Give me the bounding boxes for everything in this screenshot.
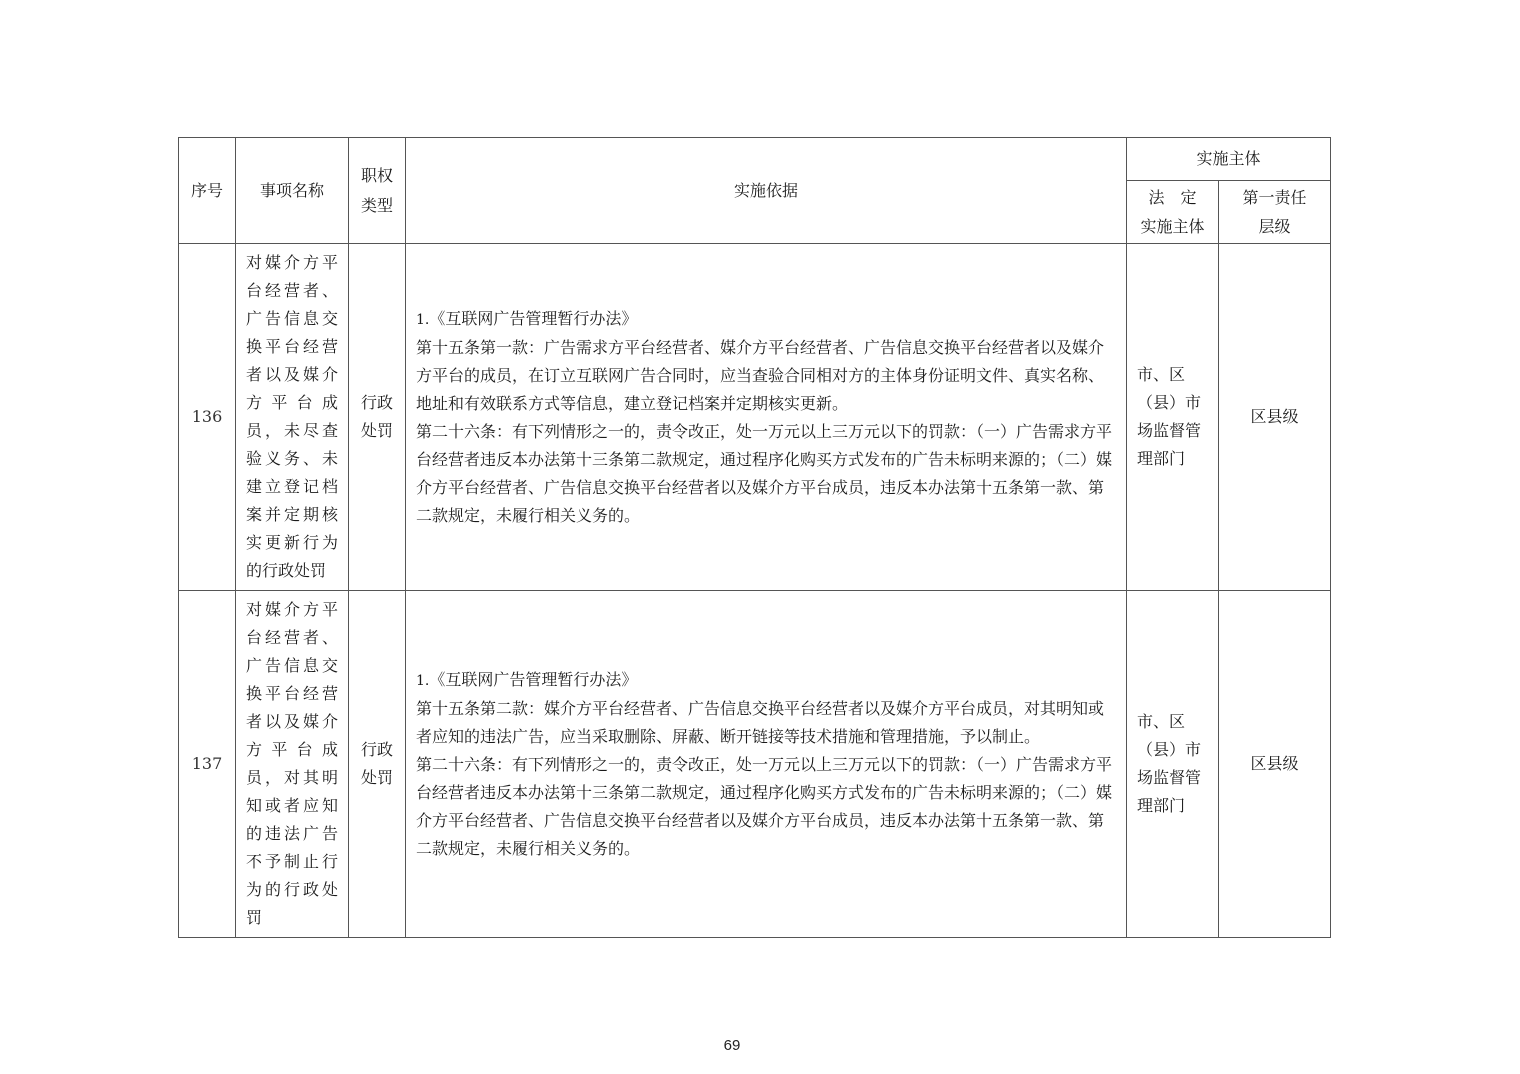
row-type (349, 591, 406, 938)
row-type-line1: 行政 (360, 393, 393, 412)
row-basis-article-2: 第二十六条：有下列情形之一的，责令改正，处一万元以上三万元以下的罚款：（一）广告需求方平台经营者违反本办法第十三条第二款规定，通过程序化购买方式发布的广告未标明来源的；（二）媒介方平台经营者、广告信息交换平台经营者以及媒介方平台成员，违反本办法第十五条第一款、第二款规定，未履行相关义务的。 (416, 754, 1113, 858)
row-law-title (416, 666, 1116, 695)
header-legal-subject (1127, 181, 1219, 244)
row-no: 137 (179, 591, 236, 938)
row-item-name: 对媒介方平台经营者、广告信息交换平台经营者以及媒介方平台成员，对其明知或者应知的违法广告不予制止行为的行政处罚 (236, 591, 349, 938)
row-basis (406, 244, 1127, 591)
table-row (179, 244, 1331, 591)
row-level: 区县级 (1219, 244, 1331, 591)
header-level-line1: 第一责任 (1242, 188, 1307, 207)
row-basis (406, 591, 1127, 938)
row-no: 136 (179, 244, 236, 591)
row-type-line2: 处罚 (360, 768, 393, 787)
header-legal-subject-line1: 法 定 (1148, 188, 1197, 207)
row-item-name: 对媒介方平台经营者、广告信息交换平台经营者以及媒介方平台成员，未尽查验义务、未建立登记档案并定期核实更新行为的行政处罚 (236, 244, 349, 591)
row-legal-subject: 市、区（县）市场监督管理部门 (1127, 244, 1219, 591)
row-type (349, 244, 406, 591)
row-basis-article-1: 第十五条第一款：广告需求方平台经营者、媒介方平台经营者、广告信息交换平台经营者以及媒介方平台的成员，在订立互联网广告合同时，应当查验合同相对方的主体身份证明文件、真实名称、地址和有效联系方式等信息，建立登记档案并定期核实更新。 (416, 337, 1105, 413)
header-level (1219, 181, 1331, 244)
row-law-name: 《互联网广告管理暂行办法》 (429, 669, 638, 689)
row-law-number: 1. (416, 311, 430, 328)
header-type-line1: 职权 (360, 165, 393, 185)
row-level: 区县级 (1219, 591, 1331, 938)
header-subject-group: 实施主体 (1127, 138, 1331, 181)
row-legal-subject: 市、区（县）市场监督管理部门 (1127, 591, 1219, 938)
page-number: 69 (723, 1037, 741, 1054)
row-type-line2: 处罚 (360, 421, 393, 440)
table-row (179, 591, 1331, 938)
row-law-number: 1. (416, 672, 430, 689)
header-name: 事项名称 (236, 138, 349, 244)
header-type (349, 138, 406, 244)
row-type-line1: 行政 (360, 740, 393, 759)
row-basis-article-2: 第二十六条：有下列情形之一的，责令改正，处一万元以上三万元以下的罚款：（一）广告需求方平台经营者违反本办法第十三条第二款规定，通过程序化购买方式发布的广告未标明来源的；（二）媒介方平台经营者、广告信息交换平台经营者以及媒介方平台成员，违反本办法第十五条第一款、第二款规定，未履行相关义务的。 (416, 421, 1113, 525)
header-type-line2: 类型 (360, 195, 393, 215)
row-law-name: 《互联网广告管理暂行办法》 (429, 308, 638, 328)
row-basis-article-1: 第十五条第二款：媒介方平台经营者、广告信息交换平台经营者以及媒介方平台成员，对其明知或者应知的违法广告，应当采取删除、屏蔽、断开链接等技术措施和管理措施，予以制止。 (416, 698, 1105, 746)
header-no: 序号 (179, 138, 236, 244)
enforcement-items-table (178, 137, 1331, 938)
header-basis: 实施依据 (406, 138, 1127, 244)
row-law-title (416, 305, 1116, 334)
header-legal-subject-line2: 实施主体 (1140, 217, 1205, 236)
header-level-line2: 层级 (1258, 217, 1291, 236)
